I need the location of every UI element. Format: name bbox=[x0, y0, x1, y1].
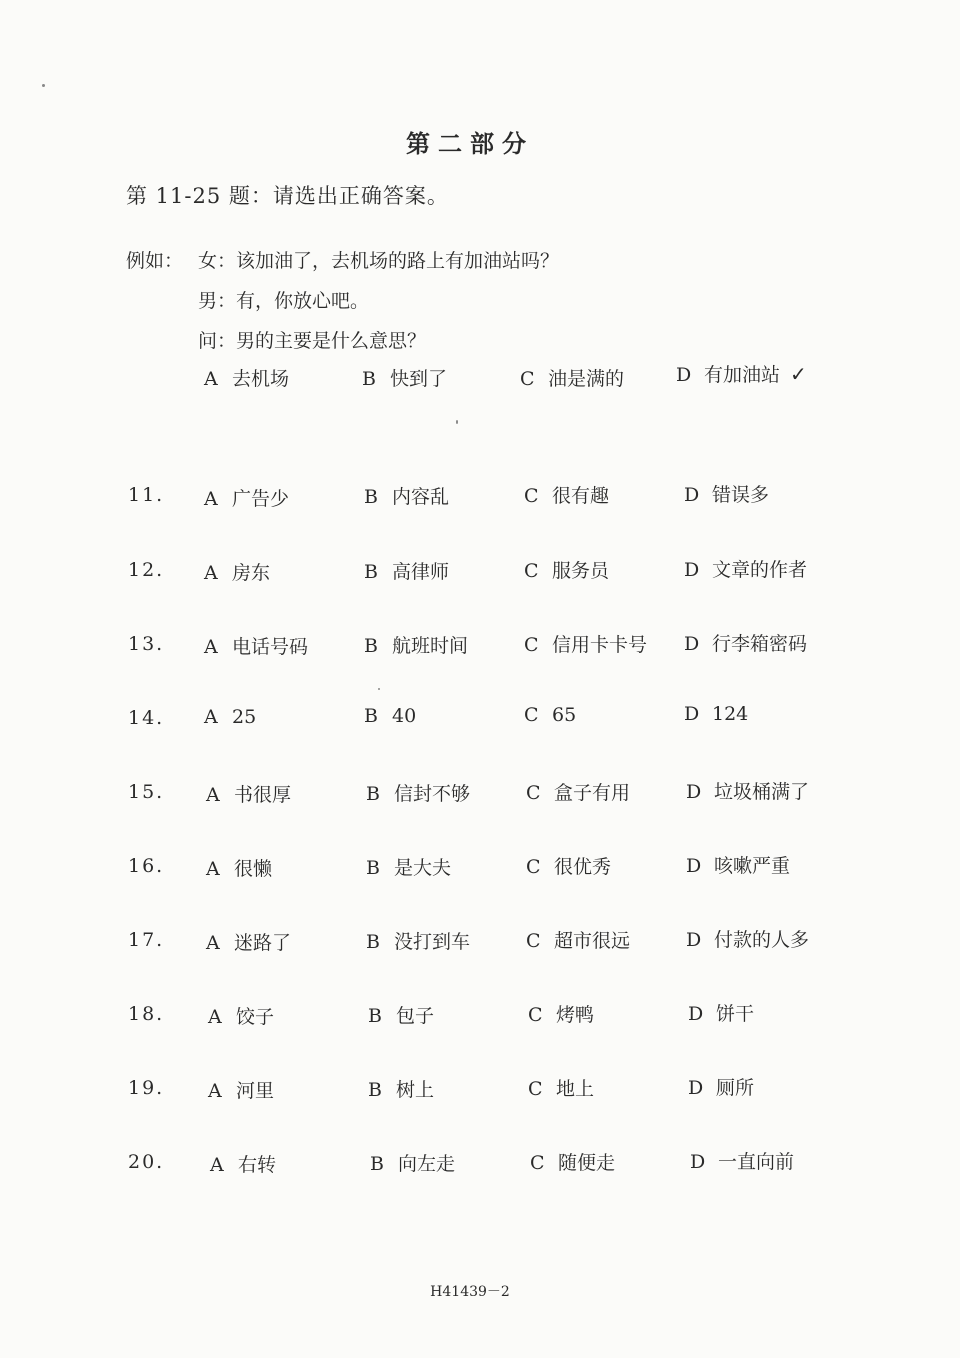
option-text: 很懒 bbox=[234, 858, 273, 880]
option-text: 右转 bbox=[238, 1154, 277, 1176]
option-b bbox=[364, 557, 449, 584]
question-row bbox=[126, 1073, 846, 1105]
option-letter: B bbox=[364, 486, 378, 508]
option-text: 河里 bbox=[236, 1080, 275, 1102]
option-text: 25 bbox=[232, 706, 257, 728]
option-letter: A bbox=[204, 636, 218, 658]
example-option-a bbox=[204, 364, 289, 391]
question-row bbox=[126, 999, 846, 1031]
scan-speck bbox=[456, 420, 458, 424]
question-row bbox=[126, 555, 846, 587]
option-a bbox=[204, 706, 256, 728]
page-footer: H41439－2 bbox=[430, 1284, 510, 1300]
option-text: 行李箱密码 bbox=[712, 633, 808, 655]
option-b bbox=[366, 779, 470, 806]
option-letter: B bbox=[370, 1153, 384, 1175]
question-number: 18. bbox=[128, 1003, 165, 1025]
option-letter: A bbox=[204, 368, 218, 390]
question-row bbox=[126, 480, 846, 512]
question-number: 12. bbox=[128, 559, 165, 581]
example-options bbox=[204, 364, 864, 394]
option-text: 电话号码 bbox=[232, 636, 309, 658]
option-letter: A bbox=[204, 706, 218, 728]
option-letter: D bbox=[686, 929, 702, 951]
option-d bbox=[688, 999, 754, 1026]
option-letter: D bbox=[686, 855, 702, 877]
section-title: 第二部分 bbox=[406, 129, 534, 158]
option-text: 信封不够 bbox=[394, 783, 471, 805]
option-letter: C bbox=[530, 1152, 545, 1174]
option-text: 包子 bbox=[396, 1005, 435, 1027]
option-text: 高律师 bbox=[392, 561, 450, 583]
option-c bbox=[524, 481, 609, 508]
option-letter: C bbox=[526, 856, 541, 878]
question-row bbox=[126, 851, 846, 883]
option-text: 错误多 bbox=[712, 484, 770, 506]
option-text: 广告少 bbox=[232, 488, 290, 510]
option-text: 垃圾桶满了 bbox=[714, 781, 810, 803]
option-letter: B bbox=[368, 1079, 382, 1101]
example-option-d bbox=[676, 360, 807, 387]
option-d bbox=[686, 777, 809, 804]
option-letter: C bbox=[528, 1004, 543, 1026]
option-letter: C bbox=[524, 485, 539, 507]
question-number: 19. bbox=[128, 1077, 165, 1099]
option-letter: D bbox=[688, 1077, 704, 1099]
example-option-c bbox=[520, 364, 624, 391]
option-c bbox=[530, 1148, 615, 1175]
option-letter: D bbox=[686, 781, 702, 803]
option-text: 烤鸭 bbox=[556, 1004, 595, 1026]
option-letter: A bbox=[206, 784, 220, 806]
option-letter: A bbox=[204, 562, 218, 584]
option-text: 一直向前 bbox=[718, 1151, 795, 1173]
option-text: 迷路了 bbox=[234, 932, 292, 954]
option-b bbox=[364, 482, 449, 509]
option-text: 书很厚 bbox=[234, 784, 292, 806]
example-label: 例如： bbox=[126, 250, 184, 272]
option-letter: D bbox=[684, 703, 700, 725]
option-text: 信用卡卡号 bbox=[552, 634, 648, 656]
question-row bbox=[126, 703, 846, 735]
example-option-b bbox=[362, 364, 447, 391]
option-a bbox=[208, 1002, 274, 1029]
option-letter: C bbox=[528, 1078, 543, 1100]
option-letter: D bbox=[684, 484, 700, 506]
option-letter: C bbox=[524, 634, 539, 656]
option-text: 没打到车 bbox=[394, 931, 471, 953]
option-text: 航班时间 bbox=[392, 635, 469, 657]
option-letter: A bbox=[204, 488, 218, 510]
option-d bbox=[686, 851, 790, 878]
option-d bbox=[686, 925, 809, 952]
option-letter: A bbox=[210, 1154, 224, 1176]
scan-speck bbox=[378, 688, 380, 690]
option-b bbox=[370, 1149, 455, 1176]
option-d bbox=[684, 480, 769, 507]
option-letter: B bbox=[366, 783, 380, 805]
option-letter: B bbox=[364, 705, 378, 727]
option-text: 内容乱 bbox=[392, 486, 450, 508]
option-text: 向左走 bbox=[398, 1153, 456, 1175]
option-letter: D bbox=[690, 1151, 706, 1173]
example-woman-line: 女：该加油了，去机场的路上有加油站吗？ bbox=[198, 250, 560, 272]
option-a bbox=[210, 1150, 276, 1177]
option-c bbox=[524, 556, 609, 583]
question-number: 15. bbox=[128, 781, 165, 803]
option-letter: B bbox=[366, 857, 380, 879]
option-letter: B bbox=[366, 931, 380, 953]
option-a bbox=[206, 928, 291, 955]
option-text: 油是满的 bbox=[548, 368, 625, 390]
scan-speck bbox=[42, 84, 45, 87]
option-a bbox=[206, 780, 291, 807]
option-text: 65 bbox=[552, 704, 577, 726]
option-letter: C bbox=[526, 930, 541, 952]
question-row bbox=[126, 777, 846, 809]
option-d bbox=[688, 1073, 754, 1100]
option-b bbox=[366, 853, 451, 880]
option-text: 盒子有用 bbox=[554, 782, 631, 804]
option-a bbox=[204, 484, 289, 511]
check-mark-icon: ✓ bbox=[790, 362, 807, 386]
section-instruction: 第 11-25 题：请选出正确答案。 bbox=[126, 184, 449, 208]
option-a bbox=[204, 632, 308, 659]
option-c bbox=[526, 778, 630, 805]
option-text: 厕所 bbox=[716, 1077, 755, 1099]
question-number: 13. bbox=[128, 633, 165, 655]
question-number: 16. bbox=[128, 855, 165, 877]
option-a bbox=[204, 558, 270, 585]
option-d bbox=[684, 555, 807, 582]
option-text: 很有趣 bbox=[552, 485, 610, 507]
option-text: 饺子 bbox=[236, 1006, 275, 1028]
option-letter: B bbox=[364, 635, 378, 657]
option-letter: A bbox=[206, 858, 220, 880]
option-d bbox=[684, 629, 807, 656]
option-text: 快到了 bbox=[390, 368, 448, 390]
option-text: 有加油站 bbox=[704, 364, 781, 386]
option-letter: D bbox=[684, 559, 700, 581]
option-c bbox=[528, 1000, 594, 1027]
option-text: 超市很远 bbox=[554, 930, 631, 952]
option-text: 随便走 bbox=[558, 1152, 616, 1174]
option-c bbox=[526, 852, 611, 879]
question-row bbox=[126, 629, 846, 661]
option-text: 咳嗽严重 bbox=[714, 855, 791, 877]
option-text: 地上 bbox=[556, 1078, 595, 1100]
option-b bbox=[368, 1075, 434, 1102]
option-letter: A bbox=[206, 932, 220, 954]
option-d bbox=[684, 703, 748, 725]
option-c bbox=[528, 1074, 594, 1101]
option-letter: A bbox=[208, 1006, 222, 1028]
option-letter: D bbox=[684, 633, 700, 655]
option-letter: B bbox=[368, 1005, 382, 1027]
option-text: 付款的人多 bbox=[714, 929, 810, 951]
example-question-line: 问：男的主要是什么意思？ bbox=[198, 330, 427, 352]
option-text: 树上 bbox=[396, 1079, 435, 1101]
question-number: 14. bbox=[128, 707, 165, 729]
option-letter: C bbox=[524, 704, 539, 726]
option-letter: D bbox=[676, 364, 692, 386]
question-row bbox=[126, 1147, 846, 1179]
option-letter: C bbox=[520, 368, 535, 390]
option-text: 饼干 bbox=[716, 1003, 755, 1025]
option-text: 房东 bbox=[232, 562, 271, 584]
option-letter: C bbox=[526, 782, 541, 804]
option-c bbox=[526, 926, 630, 953]
question-row bbox=[126, 925, 846, 957]
option-text: 文章的作者 bbox=[712, 559, 808, 581]
question-number: 20. bbox=[128, 1151, 165, 1173]
option-a bbox=[208, 1076, 274, 1103]
option-text: 是大夫 bbox=[394, 857, 452, 879]
option-letter: B bbox=[362, 368, 376, 390]
option-text: 40 bbox=[392, 705, 417, 727]
option-letter: C bbox=[524, 560, 539, 582]
option-letter: D bbox=[688, 1003, 704, 1025]
option-c bbox=[524, 704, 576, 726]
question-number: 17. bbox=[128, 929, 165, 951]
option-d bbox=[690, 1147, 794, 1174]
option-b bbox=[368, 1001, 434, 1028]
option-text: 124 bbox=[712, 703, 749, 725]
option-a bbox=[206, 854, 272, 881]
option-text: 去机场 bbox=[232, 368, 290, 390]
option-b bbox=[364, 631, 468, 658]
option-letter: B bbox=[364, 561, 378, 583]
option-text: 很优秀 bbox=[554, 856, 612, 878]
option-b bbox=[364, 705, 416, 727]
option-b bbox=[366, 927, 470, 954]
option-letter: A bbox=[208, 1080, 222, 1102]
example-man-line: 男：有，你放心吧。 bbox=[198, 290, 370, 312]
question-number: 11. bbox=[128, 484, 165, 506]
option-text: 服务员 bbox=[552, 560, 610, 582]
option-c bbox=[524, 630, 647, 657]
